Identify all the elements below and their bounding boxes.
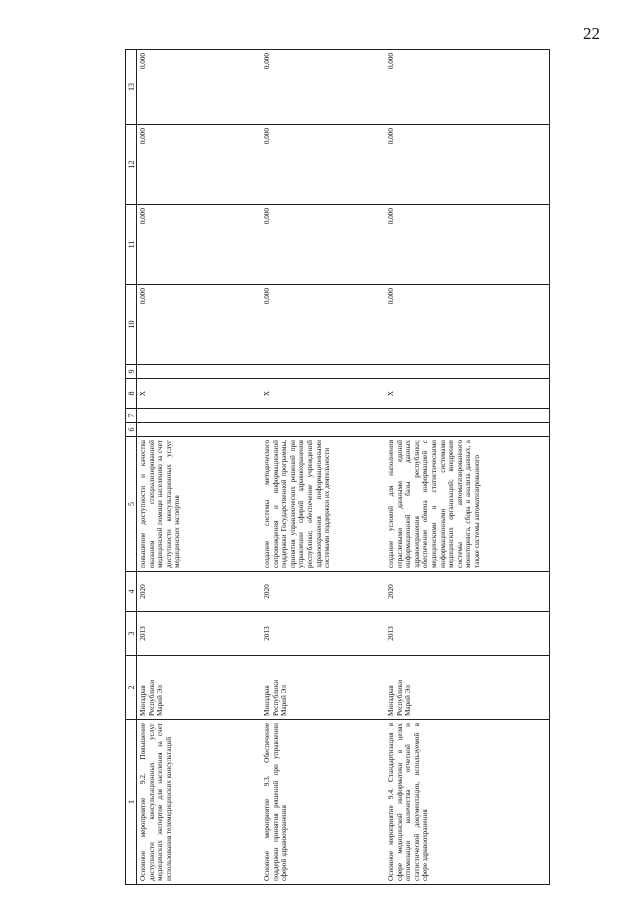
table-row <box>385 50 550 885</box>
col13-cell: 0,000 <box>385 50 550 125</box>
col10-cell: 0,000 <box>137 285 262 365</box>
column-header: 2 <box>126 656 137 720</box>
col11-cell: 0,000 <box>137 205 262 285</box>
end-year-cell: 2020 <box>137 572 262 612</box>
start-year-cell: 2013 <box>385 612 550 656</box>
column-header: 7 <box>126 409 137 423</box>
col13-cell: 0,000 <box>261 50 385 125</box>
table-row <box>261 50 385 885</box>
col7-cell <box>137 409 262 423</box>
column-header: 13 <box>126 50 137 125</box>
col9-cell <box>137 365 262 379</box>
end-year-cell: 2020 <box>385 572 550 612</box>
measure-cell: Основное мероприятие 9.2. Повышение доступности консультационных услуг медицинских экспертов для населения за счет использования телемедицинских консультаций <box>137 720 262 885</box>
executor-cell: Минздрав Республики Марий Эл <box>261 656 385 720</box>
column-header: 10 <box>126 285 137 365</box>
col6-cell <box>261 423 385 437</box>
col11-cell: 0,000 <box>385 205 550 285</box>
result-cell: создание системы методического сопровождения и информационной поддержки Государственной программы, принятия управленческих решений при управлении сферой здравоохранения республики; обеспечение учреждений здравоохранения информационными системами поддержки их деятельности <box>261 437 385 572</box>
executor-cell: Минздрав Республики Марий Эл <box>137 656 262 720</box>
result-cell: повышение доступности и качества оказания специализированной медицинской помощи населению за счет доступности консультационных услуг медицинских экспертов <box>137 437 262 572</box>
col11-cell: 0,000 <box>261 205 385 285</box>
col7-cell <box>385 409 550 423</box>
col6-cell <box>137 423 262 437</box>
start-year-cell: 2013 <box>137 612 262 656</box>
column-header: 1 <box>126 720 137 885</box>
col8-cell: X <box>137 379 262 409</box>
col8-cell: X <box>385 379 550 409</box>
page-number: 22 <box>583 24 600 43</box>
column-header: 8 <box>126 379 137 409</box>
col12-cell: 0,000 <box>137 125 262 205</box>
rotated-table-wrapper <box>125 50 625 885</box>
column-header: 6 <box>126 423 137 437</box>
table-row <box>137 50 262 885</box>
col12-cell: 0,000 <box>385 125 550 205</box>
col10-cell: 0,000 <box>385 285 550 365</box>
column-header: 9 <box>126 365 137 379</box>
col9-cell <box>385 365 550 379</box>
header-row <box>126 50 137 885</box>
col7-cell <box>261 409 385 423</box>
col8-cell: X <box>261 379 385 409</box>
column-header: 5 <box>126 437 137 572</box>
col6-cell <box>385 423 550 437</box>
measures-table <box>125 49 550 885</box>
measure-cell: Основное мероприятие 9.3. Обеспечение поддержки принятия решений при управлении сферой здравоохранения <box>261 720 385 885</box>
col13-cell: 0,000 <box>137 50 262 125</box>
result-cell: создание условий для наполнения отраслевыми данными единой информационной базы данных здравоохранения республики; обеспечение обмена информацией с медицинскими и статистическими информационными системами медицинских организаций; внедрение системы автоматизированного мониторинга, сбора и анализа данных, а также системы автоматизированного <box>385 437 550 572</box>
executor-cell: Минздрав Республики Марий Эл <box>385 656 550 720</box>
col10-cell: 0,000 <box>261 285 385 365</box>
end-year-cell: 2020 <box>261 572 385 612</box>
column-header: 12 <box>126 125 137 205</box>
col9-cell <box>261 365 385 379</box>
col12-cell: 0,000 <box>261 125 385 205</box>
measure-cell: Основное мероприятие 9.4. Стандартизация в сфере медицинской информатики в целях оптимизации количества отчетной и статистической документации, используемой в сфере здравоохранения <box>385 720 550 885</box>
column-header: 4 <box>126 572 137 612</box>
column-header: 3 <box>126 612 137 656</box>
start-year-cell: 2013 <box>261 612 385 656</box>
column-header: 11 <box>126 205 137 285</box>
